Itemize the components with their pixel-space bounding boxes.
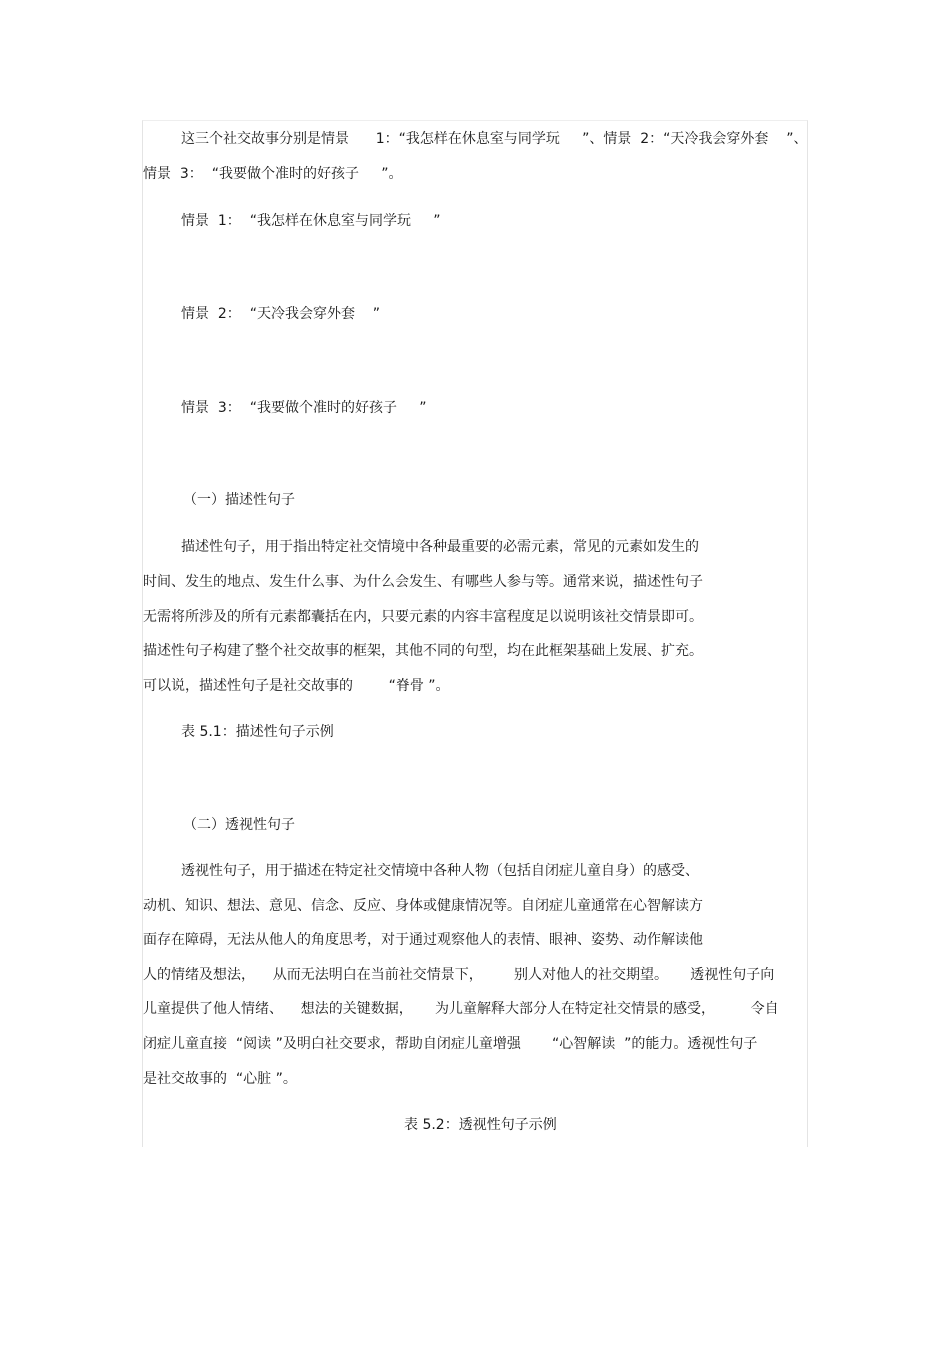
scenario-1: 情景 1： “我怎样在休息室与同学玩 ” <box>181 213 441 229</box>
intro-line-2: 情景 3： “我要做个准时的好孩子 ”。 <box>143 166 403 182</box>
section2-line-6: 闭症儿童直接 “阅读 ”及明白社交要求，帮助自闭症儿童增强 “心智解读 ”的能力。透视性句子 <box>143 1036 758 1052</box>
section1-line-5: 可以说，描述性句子是社交故事的 “脊骨 ”。 <box>143 678 450 694</box>
section1-line-1: 描述性句子，用于指出特定社交情境中各种最重要的必需元素，常见的元素如发生的 <box>181 539 699 555</box>
scenario-2: 情景 2： “天冷我会穿外套 ” <box>181 306 381 322</box>
section2-line-1: 透视性句子，用于描述在特定社交情境中各种人物（包括自闭症儿童自身）的感受、 <box>181 863 699 879</box>
section2-line-5: 儿童提供了他人情绪、 想法的关键数据， 为儿童解释大部分人在特定社交情景的感受， 令自 <box>143 1001 779 1017</box>
scenario-3: 情景 3： “我要做个准时的好孩子 ” <box>181 400 427 416</box>
table-5-1-caption: 表 5.1：描述性句子示例 <box>181 724 334 740</box>
table-5-2-caption: 表 5.2：透视性句子示例 <box>404 1117 557 1133</box>
section2-line-4: 人的情绪及想法， 从而无法明白在当前社交情景下， 别人对他人的社交期望。 透视性句子向 <box>143 967 775 983</box>
section1-line-2: 时间、发生的地点、发生什么事、为什么会发生、有哪些人参与等。通常来说，描述性句子 <box>143 574 703 590</box>
page-frame <box>142 120 808 1147</box>
section2-line-7: 是社交故事的 “心脏 ”。 <box>143 1071 297 1087</box>
section1-heading: （一）描述性句子 <box>183 492 295 508</box>
section2-line-2: 动机、知识、想法、意见、信念、反应、身体或健康情况等。自闭症儿童通常在心智解读方 <box>143 898 703 914</box>
section2-heading: （二）透视性句子 <box>183 817 295 833</box>
intro-line-1: 这三个社交故事分别是情景 1：“我怎样在休息室与同学玩 ”、情景 2：“天冷我会穿外套 ”、 <box>181 131 808 147</box>
section1-line-4: 描述性句子构建了整个社交故事的框架，其他不同的句型，均在此框架基础上发展、扩充。 <box>143 643 703 659</box>
section2-line-3: 面存在障碍，无法从他人的角度思考，对于通过观察他人的表情、眼神、姿势、动作解读他 <box>143 932 703 948</box>
section1-line-3: 无需将所涉及的所有元素都囊括在内，只要元素的内容丰富程度足以说明该社交情景即可。 <box>143 609 703 625</box>
